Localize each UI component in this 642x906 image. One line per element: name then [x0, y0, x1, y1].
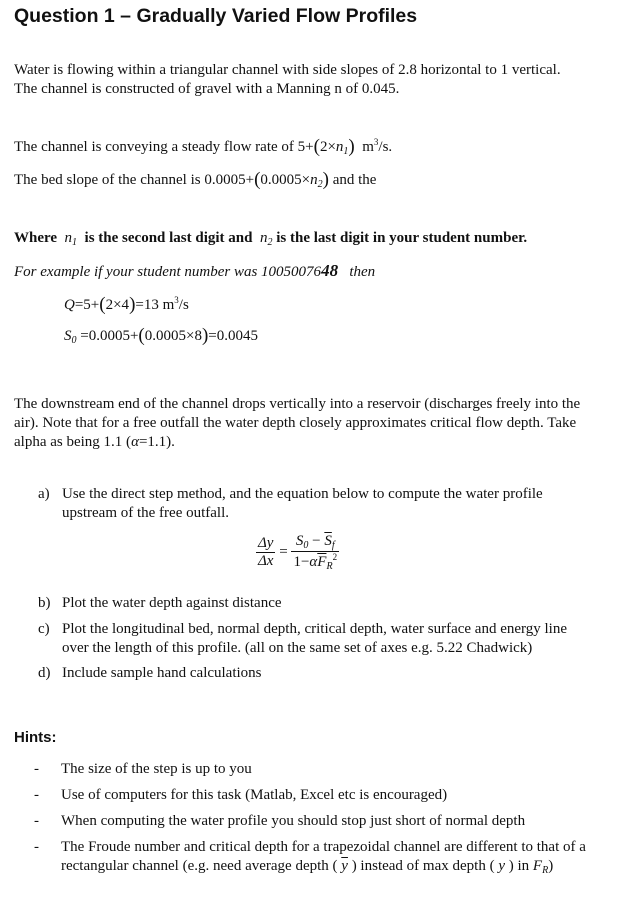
equals-sign: = — [279, 544, 288, 560]
hint-4-ybar: $\overline{y}$ — [341, 858, 348, 874]
q-expr-b: 2×4 — [105, 297, 130, 313]
eq-s0-sub: 0 — [303, 540, 309, 551]
q-result: =13 — [135, 297, 159, 313]
task-d-text: Include sample hand calculations — [62, 665, 262, 681]
hint-2-text: Use of computers for this task (Matlab, Excel etc is encouraged) — [61, 787, 448, 803]
hint-2 — [34, 786, 628, 805]
eq-sf: $\overline{S}$ — [324, 533, 332, 549]
task-a — [38, 485, 628, 523]
bed-slope-line — [14, 170, 376, 194]
hint-3 — [34, 812, 628, 831]
where-mid: is the second last digit and — [84, 230, 253, 246]
s0-lhs-sub: 0 — [71, 335, 77, 346]
slope-suffix: and the — [332, 172, 377, 188]
hint-4-line-1: The Froude number and critical depth for a trapezoidal channel are different to that of a — [61, 839, 586, 855]
q-expr-a: =5+ — [74, 297, 100, 313]
downstream-line3-a: alpha as being 1.1 ( — [14, 434, 132, 450]
task-b — [38, 594, 628, 613]
eq-alpha: α — [309, 554, 318, 570]
hint-4-line2-b: ) instead of max depth ( — [351, 858, 495, 874]
task-c-line-1: Plot the longitudinal bed, normal depth, critical depth, water surface and energy line — [62, 621, 567, 637]
flow-units-sup: 3 — [373, 137, 379, 147]
hint-4-line2-a: rectangular channel (e.g. need average depth ( — [61, 858, 338, 874]
flow-expr-b: 2× — [319, 139, 336, 155]
hint-4-fr-sub: R — [542, 865, 549, 876]
where-n1: n — [64, 230, 73, 246]
example-digits: 48 — [321, 261, 339, 280]
s0-result: =0.0045 — [208, 328, 259, 344]
intro-line-1: Water is flowing within a triangular channel with side slopes of 2.8 horizontal to 1 vertical. — [14, 62, 561, 78]
eq-fr-sub: R — [326, 561, 333, 572]
flow-var-sub: 1 — [343, 146, 349, 157]
downstream-line-3 — [14, 433, 628, 452]
hint-3-text: When computing the water profile you should stop just short of normal depth — [61, 813, 526, 829]
example-q-equation: Q=5+(2×4)=13 $m^3/s$ — [64, 294, 189, 315]
intro-paragraph — [14, 61, 628, 99]
s0-expr-a: =0.0005+ — [80, 328, 139, 344]
downstream-line3-b: =1.1 — [138, 434, 167, 450]
dy-dx-fraction — [256, 535, 275, 570]
q-units-tail: /s — [178, 297, 189, 313]
hint-1-text: The size of the step is up to you — [61, 761, 252, 777]
flow-units — [362, 139, 392, 155]
task-a-line-2: upstream of the free outfall. — [62, 505, 230, 521]
hint-4 — [34, 838, 628, 880]
hint-4-y: y — [498, 858, 505, 874]
example-prefix: For example if your student number was 10050076 — [14, 264, 322, 280]
hint-4-fr: F — [532, 858, 543, 874]
s0-lhs: S — [64, 328, 72, 344]
eq-s0: S — [295, 533, 304, 549]
slope-expr-b: 0.0005× — [260, 172, 311, 188]
flow-var: n — [335, 139, 344, 155]
where-n1-sub: 1 — [72, 237, 78, 248]
slope-prefix: The bed slope of the channel is — [14, 172, 201, 188]
hint-3-dash: - — [34, 813, 39, 829]
page-title: Question 1 – Gradually Varied Flow Profiles — [14, 5, 418, 27]
hint-2-dash: - — [34, 787, 39, 803]
task-a-label: a) — [38, 486, 50, 502]
q-units-sup: 3 — [174, 295, 179, 305]
eq-fr: $\overline{F}$ — [317, 554, 327, 570]
hint-1 — [34, 760, 628, 779]
s0-expr-b: 0.0005×8 — [144, 328, 202, 344]
task-c — [38, 620, 628, 658]
example-line — [14, 261, 375, 282]
flow-units-tail: /s. — [378, 139, 393, 155]
downstream-line-2: air). Note that for a free outfall the water depth closely approximates critical flow depth. Take — [14, 415, 577, 431]
where-end: is the last digit in your student number. — [276, 230, 528, 246]
where-line — [14, 229, 527, 252]
flow-rate-line — [14, 133, 392, 161]
hint-4-end: ) — [548, 858, 554, 874]
eq-minus: − — [312, 533, 321, 549]
flow-units-m: m — [362, 139, 374, 155]
slope-denominator — [291, 552, 339, 572]
where-n2-sub: 2 — [267, 237, 273, 248]
downstream-line-1: The downstream end of the channel drops vertically into a reservoir (discharges freely into the — [14, 396, 581, 412]
q-units: m — [162, 297, 175, 313]
hint-4-line2-c: ) in — [508, 858, 530, 874]
slope-var-sub: 2 — [317, 179, 323, 190]
hint-4-line-2 — [61, 857, 628, 880]
task-d — [38, 664, 628, 683]
task-c-label: c) — [38, 621, 50, 637]
task-a-line-1: Use the direct step method, and the equation below to compute the water profile — [62, 486, 543, 502]
q-lhs: Q — [64, 297, 75, 313]
downstream-line3-c: ). — [166, 434, 175, 450]
hints-heading: Hints: — [14, 729, 57, 746]
hint-1-dash: - — [34, 761, 39, 777]
downstream-paragraph — [14, 395, 628, 452]
example-then: then — [349, 264, 376, 280]
slope-var: n — [310, 172, 318, 188]
task-c-line-2: over the length of this profile. (all on the same set of axes e.g. 5.22 Chadwick) — [62, 640, 533, 656]
task-d-label: d) — [38, 665, 51, 681]
direct-step-equation — [256, 533, 339, 572]
eq-den-a: 1− — [293, 554, 310, 570]
eq-sf-sub: f — [331, 540, 335, 551]
where-n2: n — [260, 230, 268, 246]
slope-fraction — [291, 533, 339, 572]
slope-numerator — [291, 533, 339, 552]
flow-expression: $5+(2\times n_1)$ — [297, 136, 355, 157]
slope-expression: $0.0005+(0.0005\times n_2)$ — [204, 169, 329, 190]
flow-prefix: The channel is conveying a steady flow rate of — [14, 139, 294, 155]
hint-4-dash: - — [34, 839, 39, 855]
slope-expr-a: 0.0005+ — [204, 172, 255, 188]
dy: Δy — [258, 535, 274, 551]
eq-fr-sup: 2 — [332, 552, 338, 562]
downstream-alpha: α — [131, 434, 139, 450]
intro-line-2: The channel is constructed of gravel with a Manning n of 0.045. — [14, 81, 400, 97]
task-b-label: b) — [38, 595, 51, 611]
task-b-text: Plot the water depth against distance — [62, 595, 282, 611]
dx: Δx — [258, 553, 274, 569]
flow-expr-a: 5+ — [297, 139, 314, 155]
where-word: Where — [14, 230, 58, 246]
example-s0-equation: $S_0 =0.0005+(0.0005\times 8)=0.0045$ — [64, 325, 259, 346]
